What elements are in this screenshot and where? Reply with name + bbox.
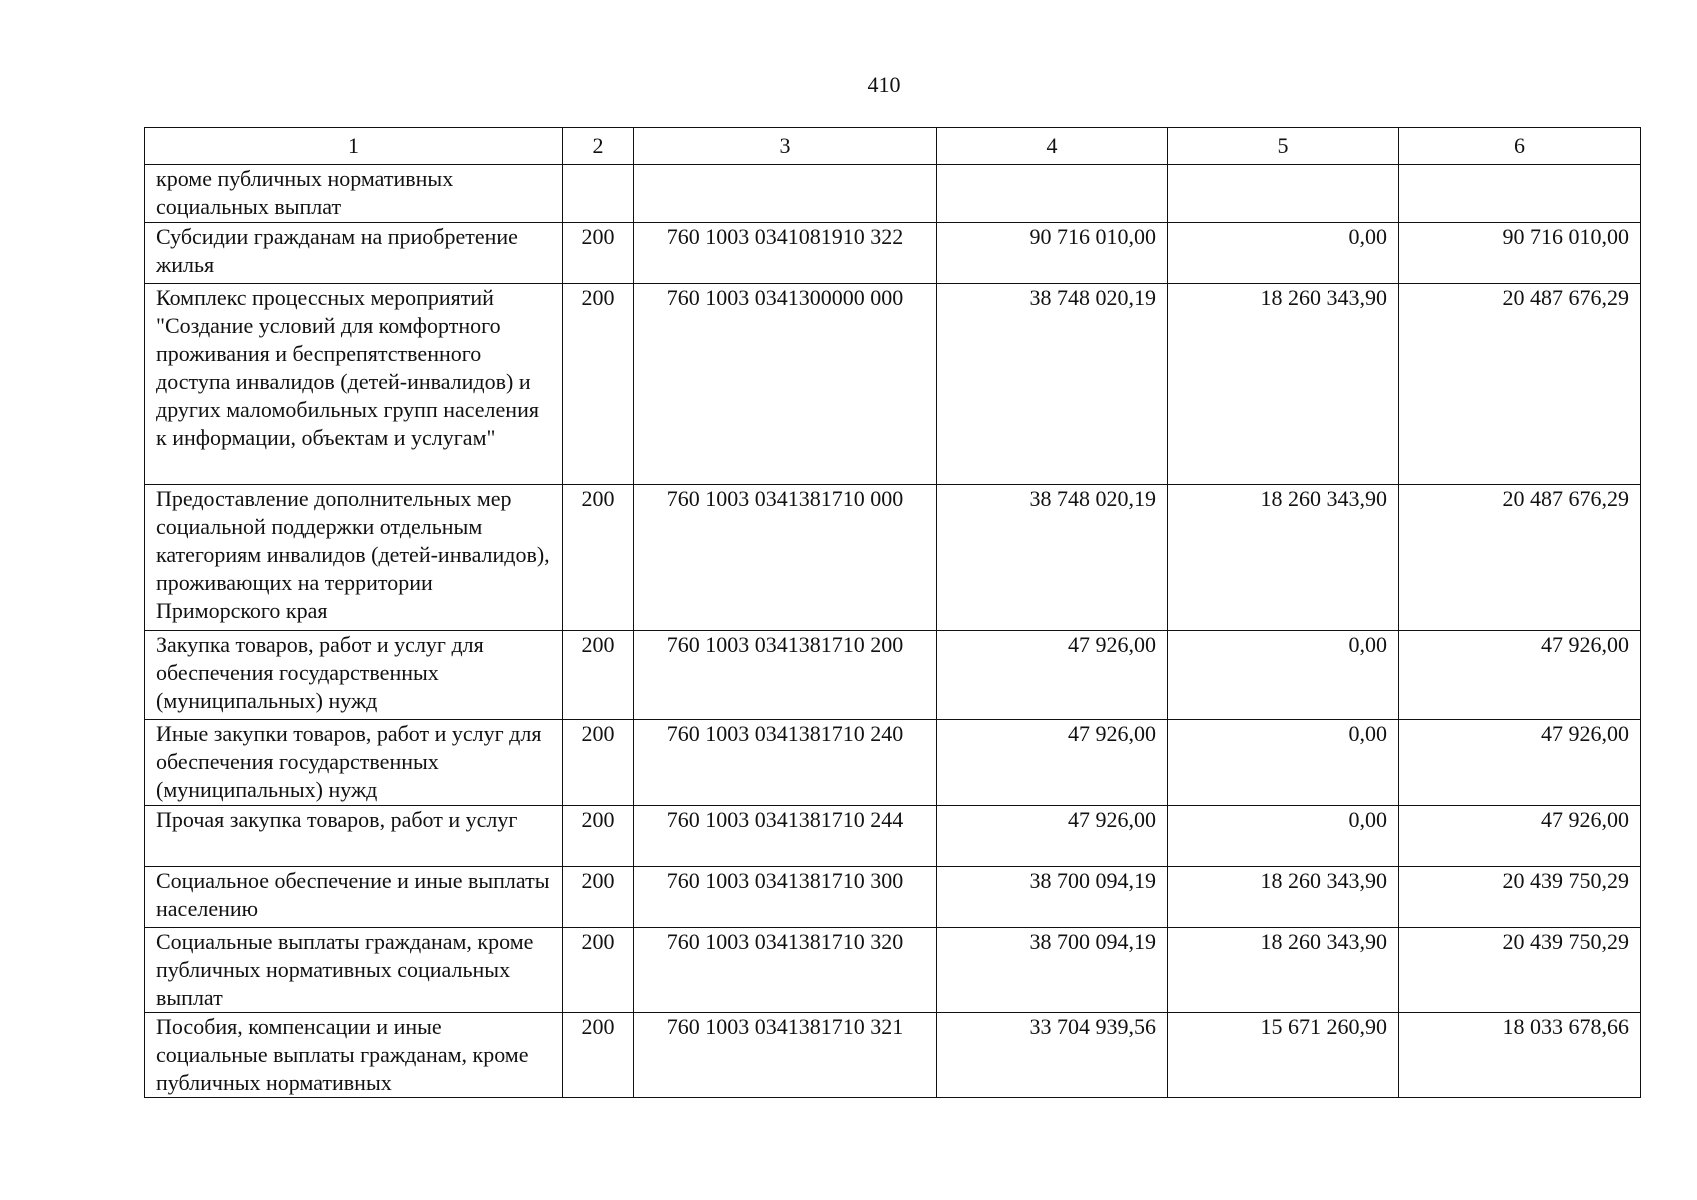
row-value-4: 38 700 094,19 [937, 928, 1168, 1013]
row-value-4: 38 748 020,19 [937, 284, 1168, 485]
row-name: Комплекс процессных мероприятий "Создание условий для комфортного проживания и беспрепятственного доступа инвалидов (детей-инвалидов) и других маломобильных групп населения к информации, объектам и услугам" [145, 284, 563, 485]
row-value-6: 20 487 676,29 [1399, 485, 1641, 631]
table-header-row [145, 128, 1641, 165]
row-code: 200 [563, 1013, 634, 1098]
row-value-6: 90 716 010,00 [1399, 223, 1641, 284]
budget-table [144, 127, 1641, 1098]
row-name: Прочая закупка товаров, работ и услуг [145, 806, 563, 867]
row-code: 200 [563, 631, 634, 720]
row-code: 200 [563, 867, 634, 928]
row-value-4 [937, 165, 1168, 223]
row-value-5: 18 260 343,90 [1168, 284, 1399, 485]
row-value-6 [1399, 165, 1641, 223]
row-value-5: 15 671 260,90 [1168, 1013, 1399, 1098]
row-value-5: 0,00 [1168, 223, 1399, 284]
row-value-6: 47 926,00 [1399, 720, 1641, 806]
row-value-5: 0,00 [1168, 631, 1399, 720]
row-name: Пособия, компенсации и иные социальные выплаты гражданам, кроме публичных нормативных [145, 1013, 563, 1098]
row-value-4: 33 704 939,56 [937, 1013, 1168, 1098]
row-code: 200 [563, 928, 634, 1013]
row-name: Предоставление дополнительных мер социальной поддержки отдельным категориям инвалидов (детей-инвалидов), проживающих на территории Приморского края [145, 485, 563, 631]
row-name: Субсидии гражданам на приобретение жилья [145, 223, 563, 284]
table-row [145, 867, 1641, 928]
table-row [145, 284, 1641, 485]
row-kbk: 760 1003 0341081910 322 [634, 223, 937, 284]
column-header: 4 [937, 128, 1168, 165]
row-kbk: 760 1003 0341381710 320 [634, 928, 937, 1013]
row-kbk: 760 1003 0341381710 240 [634, 720, 937, 806]
row-value-4: 90 716 010,00 [937, 223, 1168, 284]
row-value-6: 20 439 750,29 [1399, 867, 1641, 928]
row-code: 200 [563, 806, 634, 867]
row-name: Иные закупки товаров, работ и услуг для обеспечения государственных (муниципальных) нужд [145, 720, 563, 806]
row-value-6: 18 033 678,66 [1399, 1013, 1641, 1098]
table-row [145, 165, 1641, 223]
row-value-4: 47 926,00 [937, 631, 1168, 720]
row-value-5: 18 260 343,90 [1168, 485, 1399, 631]
row-value-4: 38 700 094,19 [937, 867, 1168, 928]
row-code: 200 [563, 284, 634, 485]
row-value-6: 20 487 676,29 [1399, 284, 1641, 485]
row-kbk [634, 165, 937, 223]
column-header: 6 [1399, 128, 1641, 165]
table-row [145, 720, 1641, 806]
row-kbk: 760 1003 0341381710 300 [634, 867, 937, 928]
row-value-5 [1168, 165, 1399, 223]
row-kbk: 760 1003 0341381710 200 [634, 631, 937, 720]
row-value-5: 0,00 [1168, 720, 1399, 806]
row-code: 200 [563, 223, 634, 284]
row-kbk: 760 1003 0341381710 000 [634, 485, 937, 631]
row-code: 200 [563, 720, 634, 806]
table-row [145, 1013, 1641, 1098]
row-value-6: 20 439 750,29 [1399, 928, 1641, 1013]
row-kbk: 760 1003 0341300000 000 [634, 284, 937, 485]
row-name: Закупка товаров, работ и услуг для обеспечения государственных (муниципальных) нужд [145, 631, 563, 720]
row-value-6: 47 926,00 [1399, 631, 1641, 720]
column-header: 3 [634, 128, 937, 165]
row-value-4: 47 926,00 [937, 720, 1168, 806]
table-row [145, 631, 1641, 720]
row-name: кроме публичных нормативных социальных выплат [145, 165, 563, 223]
row-value-4: 38 748 020,19 [937, 485, 1168, 631]
table-row [145, 223, 1641, 284]
row-kbk: 760 1003 0341381710 244 [634, 806, 937, 867]
row-value-5: 18 260 343,90 [1168, 867, 1399, 928]
row-value-4: 47 926,00 [937, 806, 1168, 867]
table-row [145, 806, 1641, 867]
row-name: Социальное обеспечение и иные выплаты населению [145, 867, 563, 928]
page-number: 410 [867, 72, 901, 97]
row-value-5: 18 260 343,90 [1168, 928, 1399, 1013]
column-header: 1 [145, 128, 563, 165]
row-value-6: 47 926,00 [1399, 806, 1641, 867]
table-row [145, 485, 1641, 631]
column-header: 2 [563, 128, 634, 165]
row-kbk: 760 1003 0341381710 321 [634, 1013, 937, 1098]
row-code [563, 165, 634, 223]
row-name: Социальные выплаты гражданам, кроме публичных нормативных социальных выплат [145, 928, 563, 1013]
row-code: 200 [563, 485, 634, 631]
column-header: 5 [1168, 128, 1399, 165]
row-value-5: 0,00 [1168, 806, 1399, 867]
table-row [145, 928, 1641, 1013]
